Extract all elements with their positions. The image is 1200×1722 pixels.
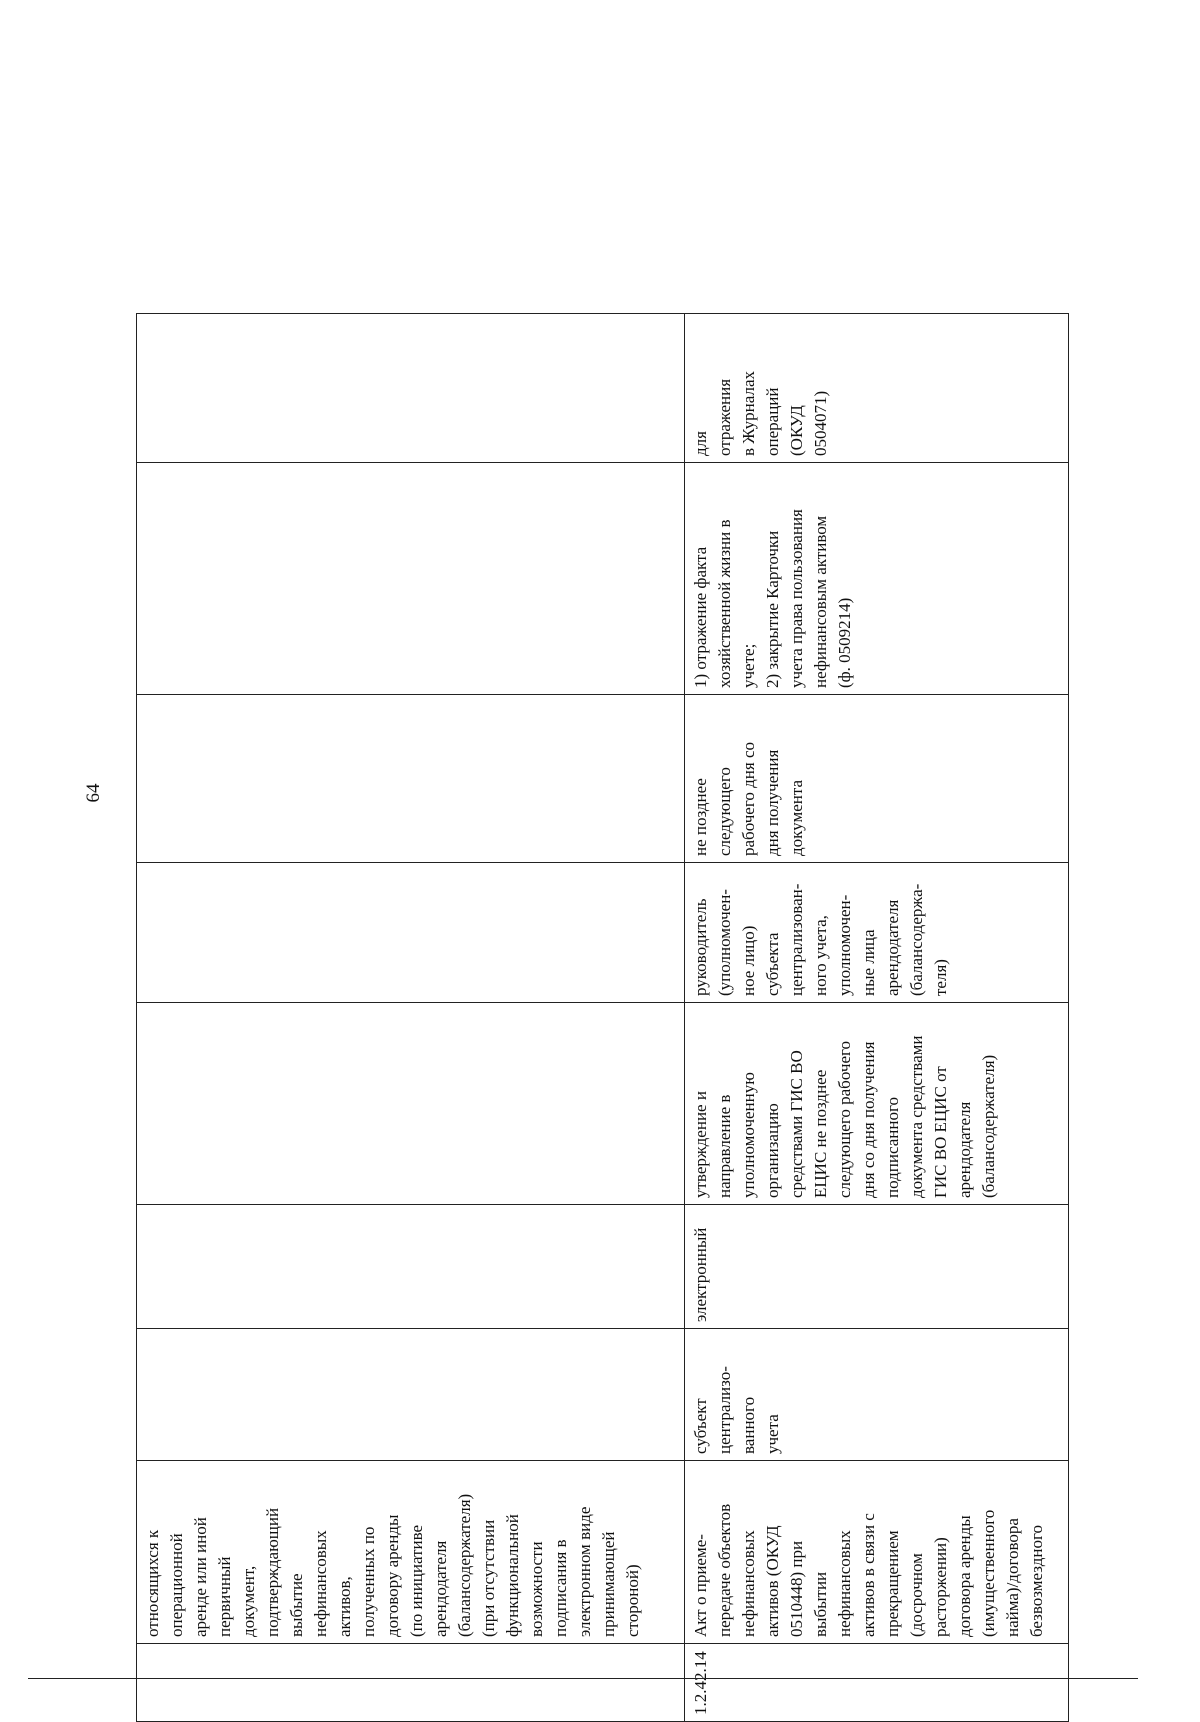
table-cell: [685, 863, 1069, 1003]
row-number: 1.2.42.14: [691, 1651, 710, 1715]
table-row: [685, 314, 1069, 1722]
procedure-description: утверждение и направление в уполномоченную организацию средствами ГИС ВО ЕЦИС не позднее следующего рабочего дня со дня получения подписанного документа средствами ГИС ВО ЕЦИС от арендодателя (балансодержателя): [691, 1035, 998, 1198]
table-cell: [137, 1461, 685, 1644]
table-row: [137, 314, 685, 1722]
signatories: руководитель (уполномочен- ное лицо) субъекта централизован- ного учета, уполномочен- ные лица арендодателя (балансодержа- теля): [691, 883, 950, 996]
table-cell: [685, 695, 1069, 863]
document-table: [136, 313, 1069, 1722]
table-cell: [137, 1644, 685, 1722]
rotated-table-wrapper: [136, 314, 1068, 1722]
table-cell: [137, 1329, 685, 1461]
table-cell: [685, 463, 1069, 695]
table-cell: [137, 863, 685, 1003]
responsible-party: субъект централизо- ванного учета: [691, 1366, 782, 1454]
table-cell: [685, 1003, 1069, 1205]
table-cell: [137, 314, 685, 463]
deadline: не позднее следующего рабочего дня со дня получения документа: [691, 741, 806, 856]
table-cell: [685, 1205, 1069, 1329]
cell-text: относящихся к операционной аренде или иной первичный документ, подтверждающий выбытие нефинансовых активов, полученных по договору аренды (по инициативе арендодателя (балансодержателя) (при отсутствии функциональной возможности подписания в электронном виде принимающей стороной): [143, 1493, 642, 1637]
table-cell: [685, 1329, 1069, 1461]
table-cell: [685, 1644, 1069, 1722]
table-cell: [137, 1205, 685, 1329]
table-cell: [137, 463, 685, 695]
journal-reference: для отражения в Журналах операций (ОКУД 0504071): [691, 371, 830, 456]
accounting-action: 1) отражение факта хозяйственной жизни в учете; 2) закрытие Карточки учета права пользования нефинансовым активом (ф. 0509214): [691, 509, 854, 688]
document-format: электронный: [691, 1227, 710, 1322]
table-cell: [137, 695, 685, 863]
page-number: 64: [83, 783, 104, 803]
document-name: Акт о приеме- передаче объектов нефинансовых активов (ОКУД 0510448) при выбытии нефинансовых активов в связи с прекращением (досрочном расторжении) договора аренды (имущественного найма)/договора безвозмездного: [691, 1503, 1046, 1637]
table-cell: [685, 1461, 1069, 1644]
bottom-rule-line: [28, 1678, 1138, 1679]
table-cell: [685, 314, 1069, 463]
table-cell: [137, 1003, 685, 1205]
